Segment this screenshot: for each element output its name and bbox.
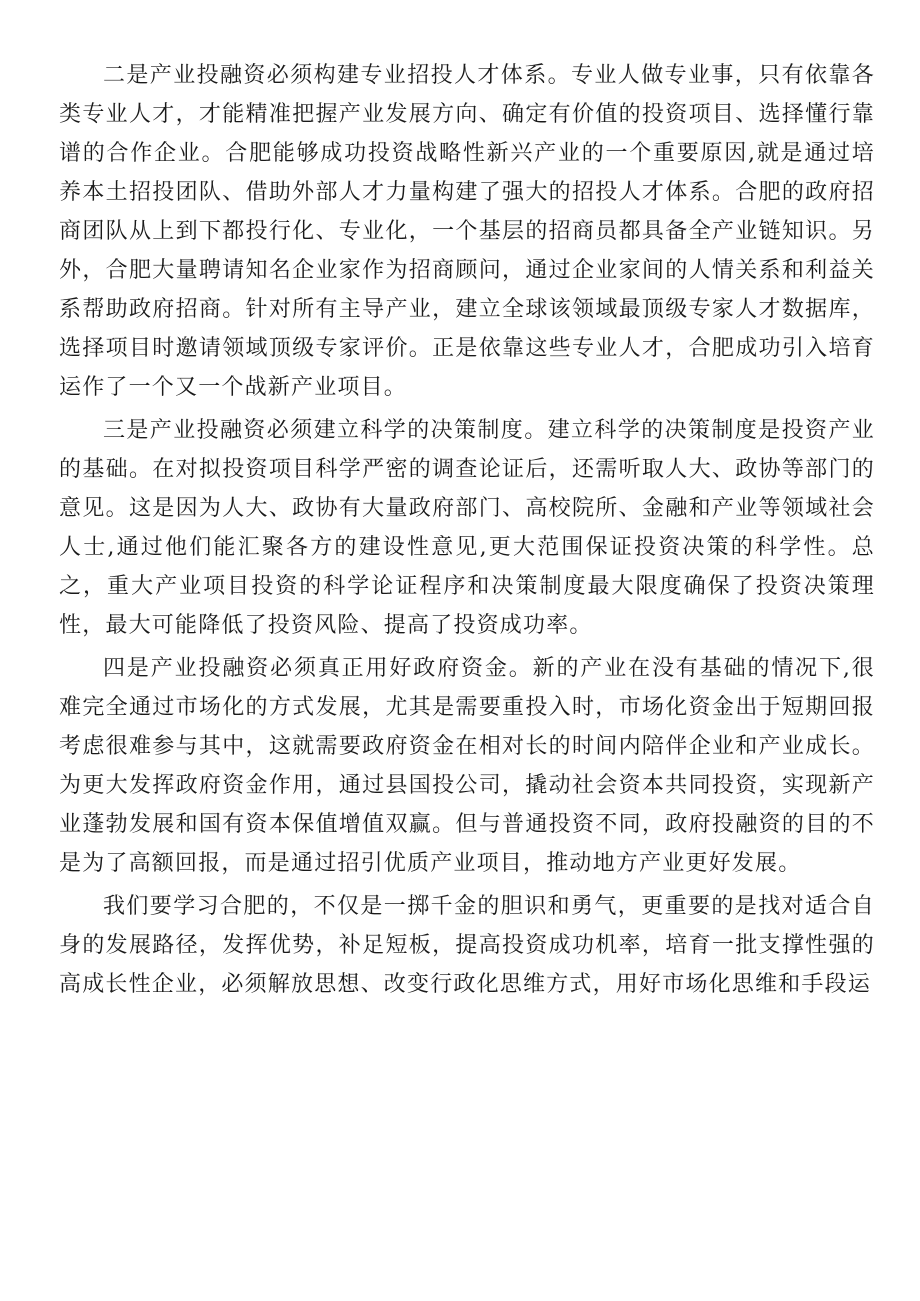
document-body bbox=[59, 56, 875, 1008]
paragraph-government-funds: 四是产业投融资必须真正用好政府资金。新的产业在没有基础的情况下,很难完全通过市场化的方式发展，尤其是需要重投入时，市场化资金出于短期回报考虑很难参与其中，这就需要政府资金在相对长的时间内陪伴企业和产业成长。为更大发挥政府资金作用，通过县国投公司，撬动社会资本共同投资，实现新产业蓬勃发展和国有资本保值增值双赢。但与普通投资不同，政府投融资的目的不是为了高额回报，而是通过招引优质产业项目，推动地方产业更好发展。 bbox=[59, 656, 875, 876]
paragraph-conclusion: 我们要学习合肥的，不仅是一掷千金的胆识和勇气，更重要的是找对适合自身的发展路径，发挥优势，补足短板，提高投资成功机率，培育一批支撑性强的高成长性企业，必须解放思想、改变行政化思维方式，用好市场化思维和手段运 bbox=[59, 894, 875, 997]
paragraph-decision-system: 三是产业投融资必须建立科学的决策制度。建立科学的决策制度是投资产业的基础。在对拟投资项目科学严密的调查论证后，还需听取人大、政协等部门的意见。这是因为人大、政协有大量政府部门、高校院所、金融和产业等领域社会人士,通过他们能汇聚各方的建设性意见,更大范围保证投资决策的科学性。总之，重大产业项目投资的科学论证程序和决策制度最大限度确保了投资决策理性，最大可能降低了投资风险、提高了投资成功率。 bbox=[59, 418, 875, 638]
paragraph-talent-system: 二是产业投融资必须构建专业招投人才体系。专业人做专业事，只有依靠各类专业人才，才能精准把握产业发展方向、确定有价值的投资项目、选择懂行靠谱的合作企业。合肥能够成功投资战略性新兴产业的一个重要原因,就是通过培养本土招投团队、借助外部人才力量构建了强大的招投人才体系。合肥的政府招商团队从上到下都投行化、专业化，一个基层的招商员都具备全产业链知识。另外，合肥大量聘请知名企业家作为招商顾问，通过企业家间的人情关系和利益关系帮助政府招商。针对所有主导产业，建立全球该领域最顶级专家人才数据库，选择项目时邀请领域顶级专家评价。正是依靠这些专业人才，合肥成功引入培育运作了一个又一个战新产业项目。 bbox=[59, 63, 875, 400]
